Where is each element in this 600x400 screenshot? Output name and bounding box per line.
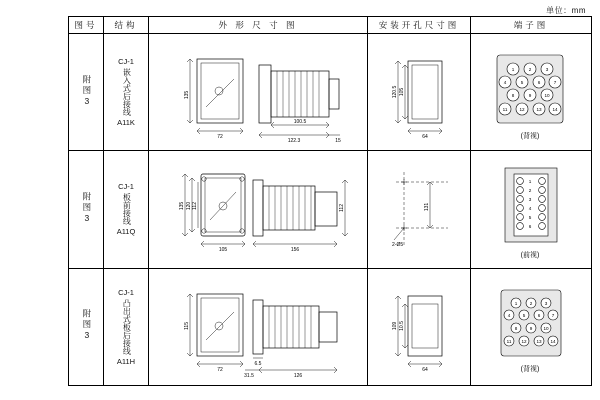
row2-terminal-caption: (前视) (520, 252, 540, 260)
table-row (69, 151, 592, 268)
row1-shape-svg (149, 35, 365, 149)
row2-structure (104, 151, 149, 268)
row2-structure-top: CJ-1 (118, 182, 134, 192)
row2-fig-no (69, 151, 104, 268)
dimension-table (68, 16, 592, 386)
row2-term-2: 2 (528, 188, 532, 194)
row1-term-14: 14 (552, 107, 558, 113)
row1-hole-dim-1205: 120.5 (392, 85, 398, 99)
row2-term-4: 4 (528, 206, 532, 212)
row3-term-14: 14 (550, 338, 556, 344)
row1-hole-dim-64: 64 (422, 134, 428, 141)
row1-hole-dim-105: 105 (399, 87, 405, 97)
row3-term-11: 11 (506, 338, 512, 344)
row3-term-13: 13 (536, 338, 542, 344)
row3-dim-65: 6.5 (254, 360, 262, 367)
row2-structure-mid: 板前接线 (122, 193, 132, 226)
row3-term-6: 6 (537, 312, 541, 318)
row3-terminal-svg (471, 270, 589, 384)
row2-dim-135: 135 (179, 202, 185, 211)
row1-dim-72: 72 (217, 134, 223, 141)
row3-term-8: 8 (514, 325, 518, 331)
row2-dim-112: 112 (192, 202, 198, 211)
row1-fig-no-label: 附图3 (81, 74, 92, 108)
row1-dim-1223: 122.3 (287, 138, 301, 145)
row1-structure (104, 34, 149, 151)
row2-hole-dim-2phi5: 2-Ø5 (392, 242, 404, 249)
row3-structure-top: CJ-1 (118, 287, 134, 297)
row1-term-3: 3 (545, 67, 549, 73)
row1-term-6: 6 (537, 80, 541, 86)
table-header (69, 17, 592, 34)
row3-term-7: 7 (551, 312, 555, 318)
table-header-row (69, 17, 592, 34)
row3-term-2: 2 (529, 300, 533, 306)
row3-hole-dim-109: 109 (392, 321, 398, 330)
row2-hole-drawing (368, 151, 471, 268)
row2-term-1: 1 (528, 179, 532, 185)
row3-hole-drawing (368, 268, 471, 385)
header-fig-no: 图号 (69, 17, 104, 34)
row2-term-5: 5 (528, 215, 532, 221)
row1-term-12: 12 (519, 107, 525, 113)
row1-dim-1005: 100.5 (293, 119, 307, 126)
row3-term-12: 12 (521, 338, 527, 344)
row3-structure-bottom: A11H (116, 356, 136, 366)
row2-dim-120: 120 (186, 202, 192, 211)
row3-terminal-drawing (471, 268, 592, 385)
row3-term-4: 4 (507, 312, 511, 318)
row1-terminal-drawing (471, 34, 592, 151)
row3-dim-126: 126 (293, 372, 303, 379)
row1-term-9: 9 (528, 93, 532, 99)
row1-structure-mid: 嵌入式后接线 (122, 68, 132, 117)
table-body (69, 34, 592, 386)
row2-term-6: 6 (528, 224, 532, 230)
row3-term-3: 3 (544, 300, 548, 306)
row2-hole-dim-131: 131 (424, 203, 430, 212)
row3-term-9: 9 (529, 325, 533, 331)
row3-hole-dim-64: 64 (422, 366, 428, 373)
row1-hole-drawing (368, 34, 471, 151)
row1-term-1: 1 (511, 67, 515, 73)
row1-term-10: 10 (544, 93, 550, 99)
header-hole: 安装开孔尺寸图 (368, 17, 471, 34)
row3-structure (104, 268, 149, 385)
row3-terminal-caption: (背视) (520, 365, 540, 373)
row2-hole-svg (368, 152, 468, 266)
row3-dim-115: 115 (184, 321, 190, 330)
row3-structure-mid: 凸出式板后接线 (122, 298, 132, 355)
row3-term-5: 5 (522, 312, 526, 318)
row3-fig-no (69, 268, 104, 385)
row3-fig-no-label: 附图3 (81, 309, 92, 343)
row2-dim-112b: 112 (339, 204, 345, 213)
row3-hole-dim-105: 10.5 (399, 320, 405, 331)
row1-dim-135: 135 (184, 90, 190, 100)
row3-term-1: 1 (514, 300, 518, 306)
table-row (69, 268, 592, 385)
row3-hole-svg (368, 270, 468, 384)
row1-term-2: 2 (528, 67, 532, 73)
row2-term-3: 3 (528, 197, 532, 203)
row2-shape-drawing (149, 151, 368, 268)
unit-note: 单位：mm (546, 6, 586, 15)
row1-term-13: 13 (536, 107, 542, 113)
row2-terminal-svg (471, 152, 589, 266)
header-shape: 外 形 尺 寸 图 (149, 17, 368, 34)
row1-hole-svg (368, 35, 468, 149)
row1-dim-15: 15 (335, 138, 341, 145)
row3-shape-svg (149, 270, 365, 384)
row3-shape-drawing (149, 268, 368, 385)
header-structure: 结构 (104, 17, 149, 34)
row2-shape-svg (149, 152, 365, 266)
row1-term-5: 5 (520, 80, 524, 86)
row1-terminal-svg (471, 35, 589, 149)
row2-fig-no-label: 附图3 (81, 191, 92, 225)
row3-dim-315: 31.5 (244, 372, 254, 379)
row1-shape-drawing (149, 34, 368, 151)
row1-structure-top: CJ-1 (118, 57, 134, 67)
row2-terminal-drawing (471, 151, 592, 268)
row1-term-4: 4 (503, 80, 507, 86)
row3-dim-72: 72 (217, 366, 223, 373)
row3-term-10: 10 (543, 325, 549, 331)
row1-term-8: 8 (511, 93, 515, 99)
row2-structure-bottom: A11Q (116, 227, 136, 237)
header-terminal: 端子图 (471, 17, 592, 34)
row1-term-7: 7 (553, 80, 557, 86)
row2-dim-156: 156 (290, 247, 300, 254)
table-row (69, 34, 592, 151)
row1-term-11: 11 (502, 107, 508, 113)
row2-dim-105: 105 (218, 247, 228, 254)
row1-structure-bottom: A11K (117, 118, 135, 128)
row1-terminal-caption: (背视) (520, 133, 540, 141)
row1-fig-no (69, 34, 104, 151)
